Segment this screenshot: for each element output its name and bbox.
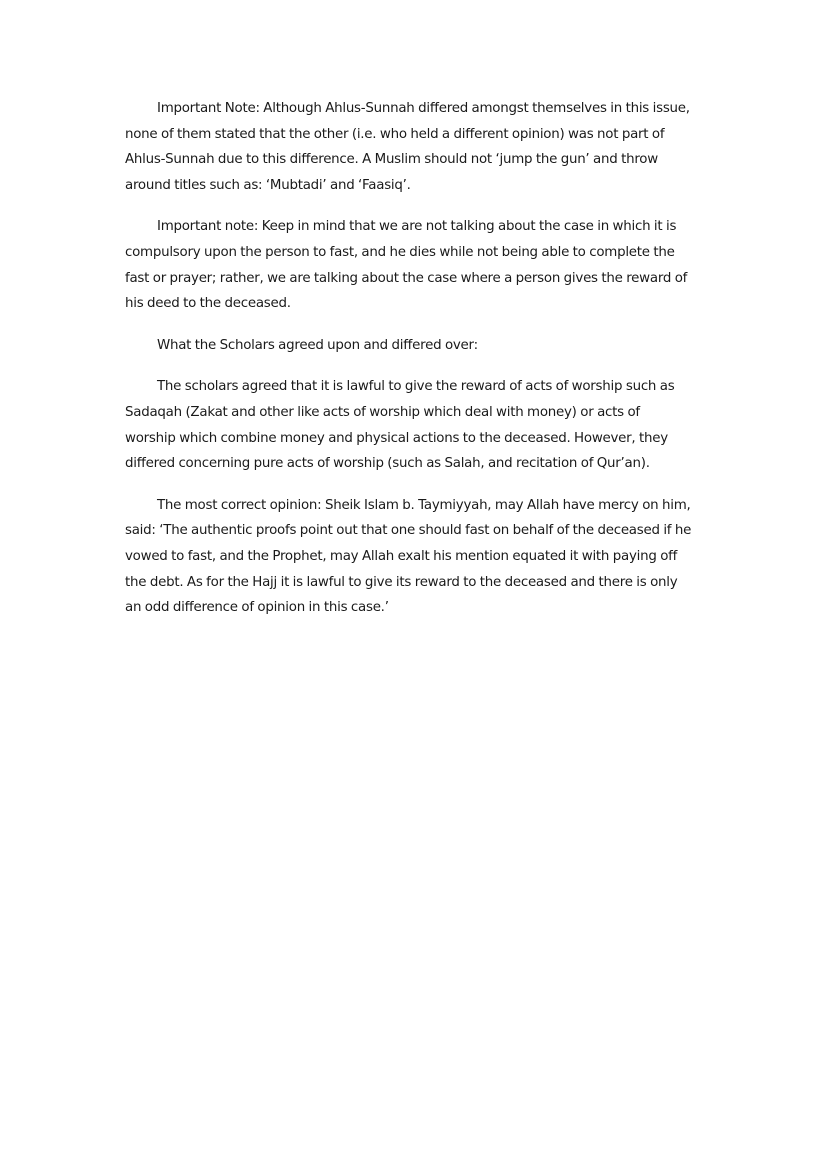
paragraph-most-correct-opinion: The most correct opinion: Sheik Islam b. Taymiyyah, may Allah have mercy on him, said: ‘The authentic proofs point out that one should fast on behalf of the deceased if he vowed to fast, and the Prophet, may Allah exalt his mention equated it with paying off the debt. As for the Hajj it is lawful to give its reward to the deceased and there is only an odd difference of opinion in this case.’ [125,497,692,616]
paragraph-scholars-heading: What the Scholars agreed upon and differed over: [157,337,478,353]
document-body [125,96,693,637]
paragraph-keep-in-mind: Important note: Keep in mind that we are not talking about the case in which it is compulsory upon the person to fast, and he dies while not being able to complete the fast or prayer; rather, we are talking about the case where a person gives the reward of his deed to the deceased. [125,219,688,312]
paragraph-important-note: Important Note: Although Ahlus-Sunnah differed amongst themselves in this issue, none of them stated that the other (i.e. who held a different opinion) was not part of Ahlus-Sunnah due to this difference. A Muslim should not ‘jump the gun’ and throw around titles such as: ‘Mubtadi’ and ‘Faasiq’. [125,101,690,193]
paragraph-scholars-agreed: The scholars agreed that it is lawful to give the reward of acts of worship such as Sadaqah (Zakat and other like acts of worship which deal with money) or acts of worship which combine money and physical actions to the deceased. However, they differed concerning pure acts of worship (such as Salah, and recitation of Qur’an). [125,379,675,472]
